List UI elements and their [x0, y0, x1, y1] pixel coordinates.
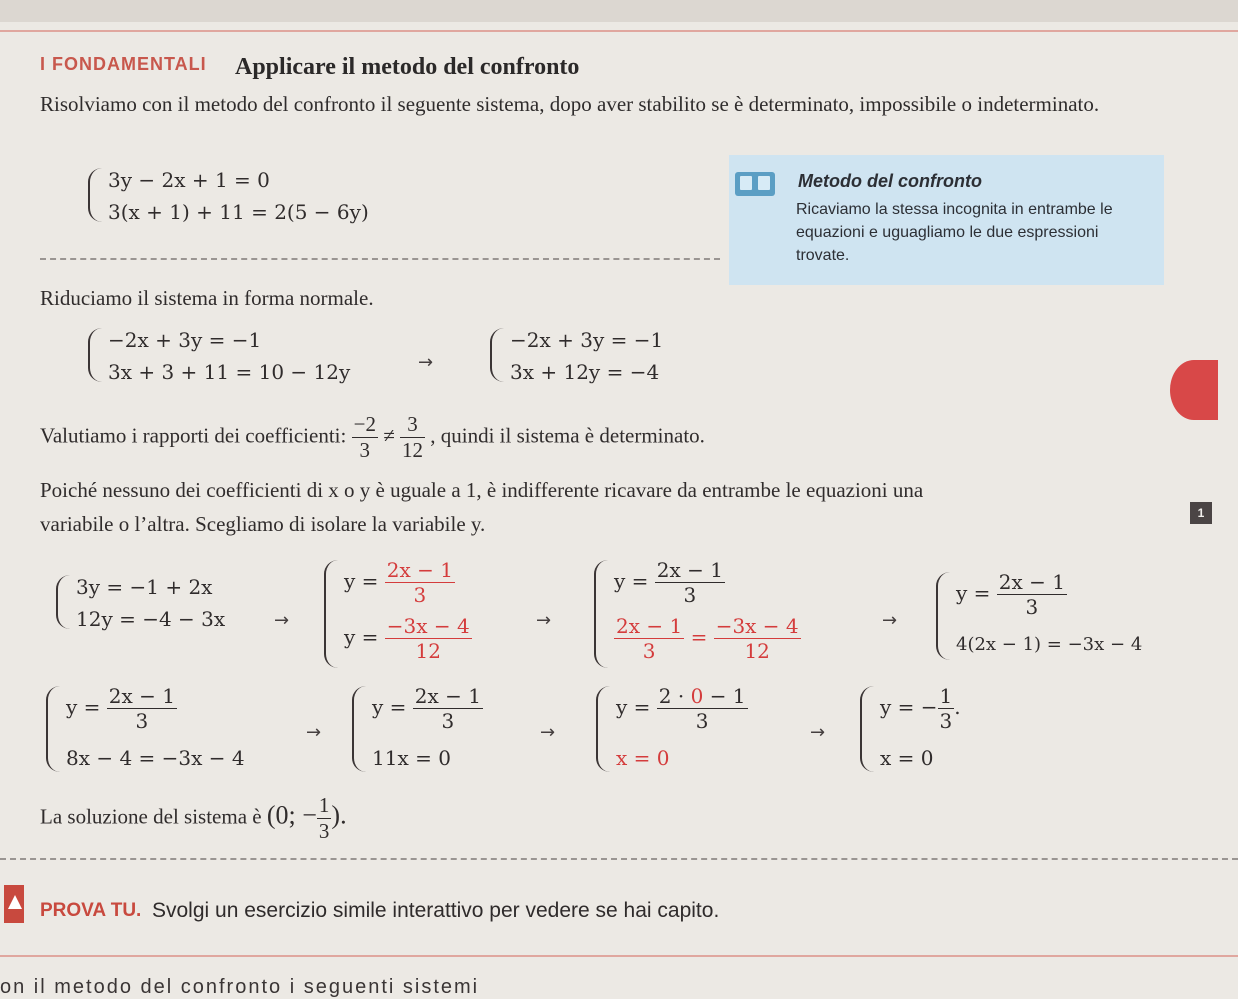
brace	[936, 572, 950, 660]
row2-s2-eq1: y = $\frac{2x - 1}{3}$	[372, 684, 481, 733]
row2-system-4	[860, 686, 1020, 778]
arrow: →	[306, 722, 322, 743]
footer-cut-text: on il metodo del confronto i seguenti sistemi	[0, 976, 480, 998]
choice-line-1: Poiché nessuno dei coefficienti di x o y è uguale a 1, è indifferente ricavare da entrambe le equazioni una	[40, 478, 924, 502]
row1-s1-eq2: 12y = −4 − 3x	[76, 607, 226, 631]
row1-s4-eq2: 4(2x − 1) = −3x − 4	[956, 634, 1143, 655]
brace	[46, 686, 60, 772]
normal-system-b	[490, 328, 730, 388]
row2-s4-eq1: y = − $\frac{1}{3}$ .	[880, 684, 961, 733]
row2-system-3	[596, 686, 796, 778]
brace	[596, 686, 610, 772]
frac-den: 3	[359, 438, 371, 462]
arrow: →	[536, 610, 552, 631]
solution-close: ).	[331, 800, 347, 830]
page-number-tab	[1170, 360, 1218, 420]
arrow: →	[540, 722, 556, 743]
row1-s2-eq2: y = $\frac{-3x - 4}{12}$	[344, 614, 470, 663]
arrow: →	[882, 610, 898, 631]
row1-s1-eq1: 3y = −1 + 2x	[76, 575, 213, 599]
section-kicker: I FONDAMENTALI	[40, 54, 207, 74]
ratios-before: Valutiamo i rapporti dei coefficienti:	[40, 423, 347, 448]
ratio-fraction-1	[352, 414, 378, 461]
frac-num: −2	[353, 412, 376, 436]
row2-s3-eq2: x = 0	[616, 746, 670, 770]
section-title: Applicare il metodo del confronto	[235, 54, 580, 80]
dashed-divider-bottom	[0, 858, 1238, 860]
normal-form-heading: Riduciamo il sistema in forma normale.	[40, 286, 374, 310]
initial-system	[88, 168, 448, 228]
normal-b-eq2: 3x + 12y = −4	[510, 360, 660, 384]
brace	[352, 686, 366, 772]
prova-text[interactable]: Svolgi un esercizio simile interattivo per vedere se hai capito.	[152, 899, 720, 922]
top-divider	[0, 30, 1238, 32]
bottom-divider	[0, 955, 1238, 957]
row1-system-4	[936, 572, 1236, 664]
row1-system-1	[56, 575, 266, 635]
solution-open: (0; −	[266, 800, 317, 830]
sidebox-title: Metodo del confronto	[798, 171, 982, 191]
brace	[324, 560, 338, 668]
arrow: →	[810, 722, 826, 743]
initial-eq1: 3y − 2x + 1 = 0	[108, 168, 270, 192]
row2-s3-eq1: y = $\frac{2 \cdot 0 - 1}{3}$	[616, 684, 746, 733]
row2-s2-eq2: 11x = 0	[372, 746, 451, 770]
row1-system-3	[594, 560, 864, 670]
sidebox-text: Ricaviamo la stessa incognita in entrambe le equazioni e uguagliamo le due espressioni trovate.	[796, 201, 1113, 264]
row1-system-2	[324, 560, 524, 670]
arrow: →	[274, 610, 290, 631]
row2-system-1	[46, 686, 296, 778]
row2-s1-eq2: 8x − 4 = −3x − 4	[66, 746, 245, 770]
top-page-strip	[0, 0, 1238, 22]
prova-label: PROVA TU.	[40, 900, 142, 921]
row1-s3-eq2: $\frac{2x - 1}{3}$ = $\frac{-3x - 4}{12}$	[616, 614, 799, 663]
brace	[88, 168, 102, 222]
row2-s1-eq1: y = $\frac{2x - 1}{3}$	[66, 684, 175, 733]
dashed-divider	[40, 258, 720, 260]
solution-fraction: $\frac{1}{3}$	[318, 793, 330, 843]
brace	[490, 328, 504, 382]
frac-den: 12	[401, 438, 423, 462]
initial-eq2: 3(x + 1) + 11 = 2(5 − 6y)	[108, 200, 369, 224]
solution-line	[40, 795, 347, 842]
row2-system-2	[352, 686, 522, 778]
solution-text: La soluzione del sistema è	[40, 804, 262, 829]
equals-icon	[735, 172, 775, 196]
normal-system-a	[88, 328, 408, 388]
row1-s4-eq1: y = $\frac{2x - 1}{3}$	[956, 570, 1065, 619]
normal-a-eq1: −2x + 3y = −1	[108, 328, 262, 352]
ratios-line	[40, 414, 705, 461]
normal-b-eq1: −2x + 3y = −1	[510, 328, 664, 352]
row1-s2-eq1: y = $\frac{2x - 1}{3}$	[344, 558, 453, 607]
choice-line-2: variabile o l’altra. Scegliamo di isolare la variabile y.	[40, 512, 486, 536]
side-tag: 1	[1190, 502, 1212, 524]
intro-text: Risolviamo con il metodo del confronto il seguente sistema, dopo aver stabilito se è determinato, impossibile o indeterminato.	[40, 92, 1100, 116]
frac-num: 3	[400, 414, 425, 438]
row1-s3-eq1: y = $\frac{2x - 1}{3}$	[614, 558, 723, 607]
normal-a-eq2: 3x + 3 + 11 = 10 − 12y	[108, 360, 351, 384]
brace	[860, 686, 874, 772]
row2-s4-eq2: x = 0	[880, 746, 934, 770]
brace	[88, 328, 102, 382]
brace	[56, 575, 70, 629]
ratios-after: , quindi il sistema è determinato.	[430, 423, 705, 448]
prova-icon	[4, 885, 24, 923]
ratio-fraction-2	[400, 414, 425, 461]
brace	[594, 560, 608, 668]
neq-sign: ≠	[383, 423, 395, 448]
arrow: →	[418, 352, 434, 373]
